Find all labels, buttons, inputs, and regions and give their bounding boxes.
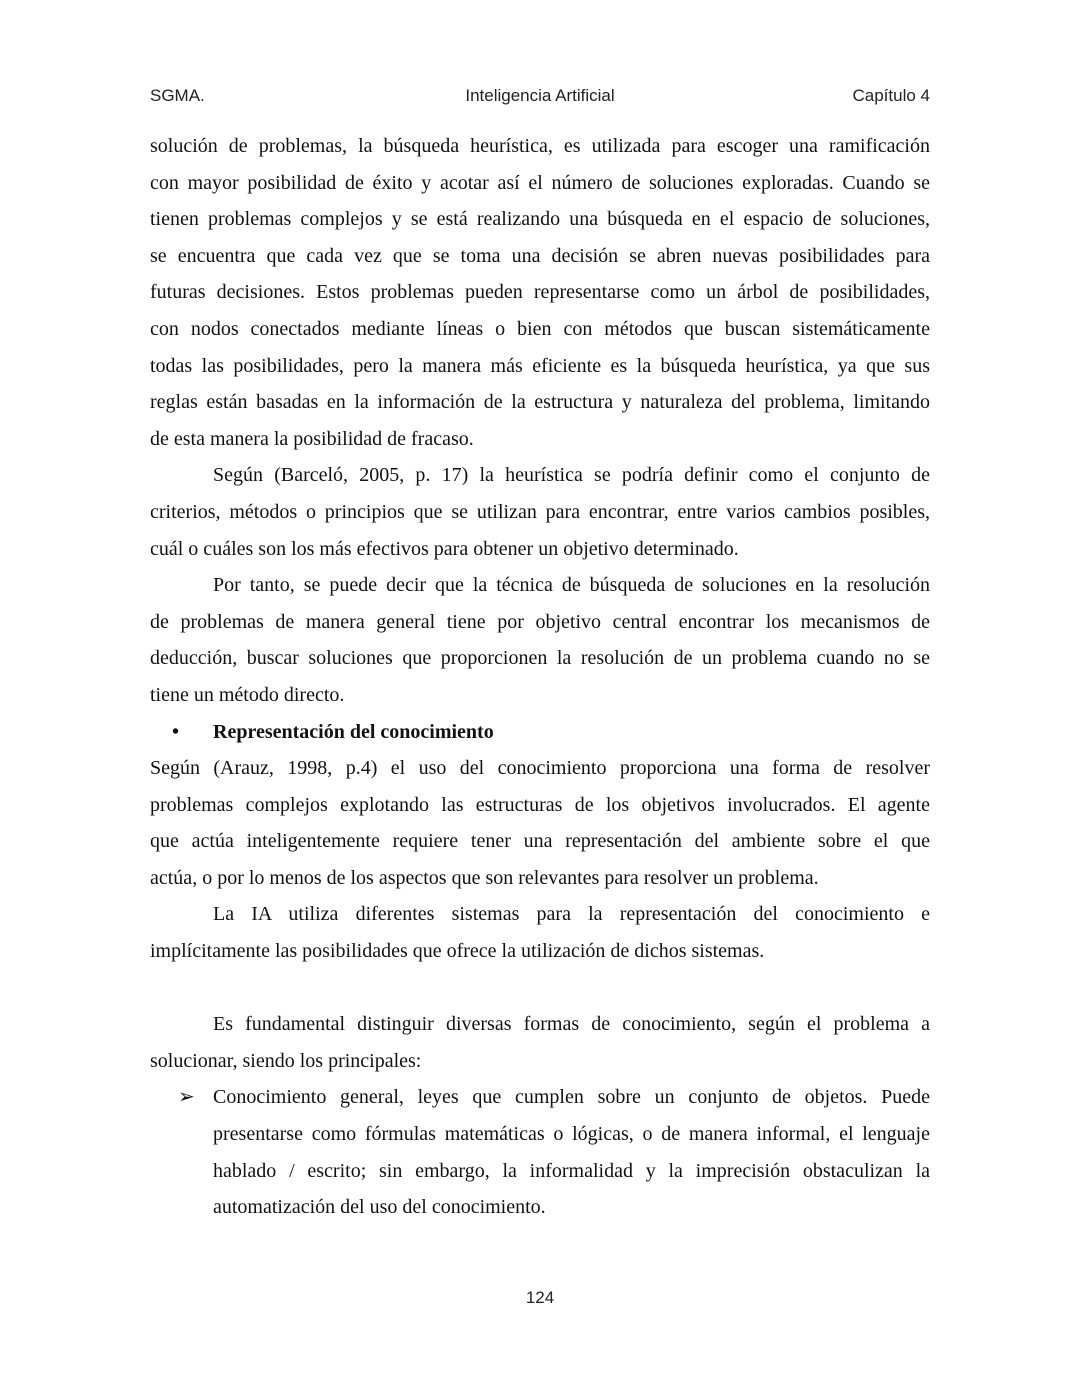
text-line: de esta manera la posibilidad de fracaso. [150, 427, 474, 450]
text-line: problemas complejos explotando las estructuras de los objetivos involucrados. El agente [150, 793, 930, 816]
list-item [150, 1079, 930, 1225]
text-line: Conocimiento general, leyes que cumplen sobre un conjunto de objetos. Puede [213, 1086, 930, 1109]
text-line: con nodos conectados mediante líneas o bien con métodos que buscan sistemáticamente [150, 317, 930, 340]
text-line: Por tanto, se puede decir que la técnica de búsqueda de soluciones en la resolución [213, 574, 930, 597]
text-line: automatización del uso del conocimiento. [213, 1196, 546, 1219]
arrow-bullet-icon: ➢ [178, 1086, 195, 1109]
page-number: 124 [525, 1288, 555, 1307]
bullet-icon: • [172, 720, 180, 743]
text-line: solucionar, siendo los principales: [150, 1049, 422, 1072]
section-heading [150, 714, 930, 751]
text-line: con mayor posibilidad de éxito y acotar así el número de soluciones exploradas. Cuando se [150, 171, 930, 194]
paragraph-barcelo [150, 457, 930, 567]
paragraph-arauz [150, 750, 930, 896]
heading-text: Representación del conocimiento [213, 720, 494, 743]
paragraph-heuristic-search [150, 128, 930, 457]
text-line: de problemas de manera general tiene por objetivo central encontrar los mecanismos de [150, 610, 930, 633]
paragraph-formas-conocimiento [150, 1006, 930, 1079]
paragraph-ia-sistemas [150, 896, 930, 969]
text-line: Es fundamental distinguir diversas formas de conocimiento, según el problema a [213, 1013, 930, 1036]
text-line: tiene un método directo. [150, 683, 345, 706]
text-line: criterios, métodos o principios que se utilizan para encontrar, entre varios cambios posibles, [150, 500, 930, 523]
text-line: Según (Barceló, 2005, p. 17) la heurística se podría definir como el conjunto de [213, 464, 930, 487]
text-line: solución de problemas, la búsqueda heurística, es utilizada para escoger una ramificación [150, 135, 930, 157]
text-line: se encuentra que cada vez que se toma una decisión se abren nuevas posibilidades para [150, 244, 930, 267]
text-line: reglas están basadas en la información de la estructura y naturaleza del problema, limitando [150, 391, 930, 414]
header-center: Inteligencia Artificial [465, 86, 615, 105]
text-line: futuras decisiones. Estos problemas pueden representarse como un árbol de posibilidades, [150, 281, 930, 304]
text-line: actúa, o por lo menos de los aspectos que son relevantes para resolver un problema. [150, 866, 819, 889]
page-header [150, 86, 930, 110]
text-line: La IA utiliza diferentes sistemas para la representación del conocimiento e [213, 903, 930, 926]
paragraph-por-tanto [150, 567, 930, 713]
blank-line [150, 970, 930, 1007]
text-line: deducción, buscar soluciones que proporcionen la resolución de un problema cuando no se [150, 647, 930, 670]
text-line: hablado / escrito; sin embargo, la informalidad y la imprecisión obstaculizan la [213, 1159, 930, 1182]
header-right: Capítulo 4 [852, 86, 930, 105]
text-line: que actúa inteligentemente requiere tener una representación del ambiente sobre el que [150, 830, 930, 853]
page-body [150, 128, 930, 1226]
text-line: Según (Arauz, 1998, p.4) el uso del conocimiento proporciona una forma de resolver [150, 757, 930, 780]
text-line: cuál o cuáles son los más efectivos para obtener un objetivo determinado. [150, 537, 739, 560]
text-line: tienen problemas complejos y se está realizando una búsqueda en el espacio de soluciones, [150, 208, 930, 231]
text-line: presentarse como fórmulas matemáticas o lógicas, o de manera informal, el lenguaje [213, 1123, 930, 1146]
header-left: SGMA. [150, 86, 205, 105]
text-line: todas las posibilidades, pero la manera más eficiente es la búsqueda heurística, ya que sus [150, 354, 930, 377]
text-line: implícitamente las posibilidades que ofrece la utilización de dichos sistemas. [150, 940, 765, 963]
